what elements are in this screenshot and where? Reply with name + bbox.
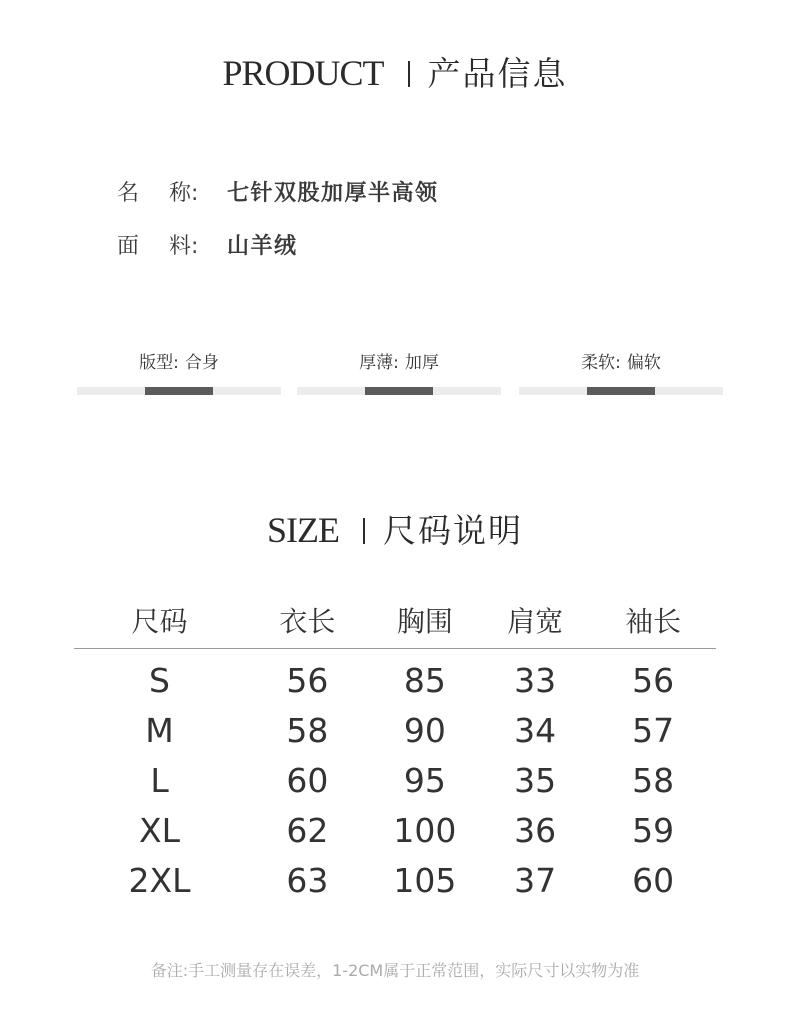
product-section-title	[0, 48, 790, 95]
cell-sleeve: 58	[632, 760, 675, 800]
cell-size: L	[150, 760, 169, 800]
cell-sleeve: 59	[632, 810, 675, 850]
product-name-value: 七针双股加厚半高领	[227, 181, 439, 206]
header-chest: 胸围	[370, 592, 480, 649]
attribute-label: 柔软:	[581, 353, 621, 373]
attribute-value: 合身	[184, 353, 219, 373]
attribute-value: 加厚	[404, 353, 439, 373]
table-row	[74, 755, 716, 805]
cell-size: S	[149, 660, 170, 700]
cell-chest: 90	[403, 710, 446, 750]
material-label	[117, 229, 227, 260]
cell-shoulder: 35	[514, 760, 557, 800]
size-section-title	[0, 505, 790, 552]
cell-chest: 95	[403, 760, 446, 800]
table-row	[74, 705, 716, 755]
cell-shoulder: 34	[514, 710, 557, 750]
cell-shoulder: 37	[514, 860, 557, 900]
cell-length: 62	[286, 810, 329, 850]
measurement-note: 备注:手工测量存在误差，1-2CM属于正常范围，实际尺寸以实物为准	[150, 961, 640, 980]
title-separator	[363, 518, 365, 544]
cell-chest: 100	[393, 810, 457, 850]
header-length: 衣长	[245, 592, 370, 649]
size-table-header-row	[74, 592, 716, 649]
product-name-label	[117, 176, 227, 207]
header-shoulder: 肩宽	[480, 592, 590, 649]
cell-shoulder: 36	[514, 810, 557, 850]
cell-size: M	[145, 710, 174, 750]
cell-length: 60	[286, 760, 329, 800]
cell-sleeve: 57	[632, 710, 675, 750]
table-row	[74, 855, 716, 905]
product-name-row	[117, 176, 439, 207]
attribute-fit	[77, 348, 281, 373]
cell-chest: 85	[403, 660, 446, 700]
size-title-cn: 尺码说明	[383, 511, 523, 550]
attribute-scale-indicator	[145, 387, 213, 395]
attribute-thickness	[297, 348, 501, 373]
product-title-en: PRODUCT	[222, 53, 384, 93]
attribute-softness	[519, 348, 723, 373]
cell-length: 56	[286, 660, 329, 700]
header-size: 尺码	[74, 592, 245, 649]
attribute-label: 厚薄:	[359, 353, 399, 373]
title-separator	[408, 61, 410, 87]
name-label-char: 名	[117, 181, 140, 206]
name-label-char: 称:	[169, 181, 199, 206]
table-row	[74, 649, 716, 706]
material-row	[117, 229, 298, 260]
size-table	[74, 592, 716, 905]
size-title-en: SIZE	[267, 510, 339, 550]
table-row	[74, 805, 716, 855]
cell-length: 58	[286, 710, 329, 750]
cell-chest: 105	[393, 860, 457, 900]
attribute-scale-indicator	[365, 387, 433, 395]
material-label-char: 料:	[169, 234, 199, 259]
attribute-label: 版型:	[139, 353, 179, 373]
attribute-value: 偏软	[626, 353, 661, 373]
cell-sleeve: 56	[632, 660, 675, 700]
attribute-scale-indicator	[587, 387, 655, 395]
header-sleeve: 袖长	[590, 592, 716, 649]
cell-size: 2XL	[128, 860, 191, 900]
cell-sleeve: 60	[632, 860, 675, 900]
cell-size: XL	[139, 810, 181, 850]
product-title-cn: 产品信息	[427, 54, 568, 93]
material-value: 山羊绒	[227, 234, 298, 259]
cell-length: 63	[286, 860, 329, 900]
material-label-char: 面	[117, 234, 140, 259]
cell-shoulder: 33	[514, 660, 557, 700]
